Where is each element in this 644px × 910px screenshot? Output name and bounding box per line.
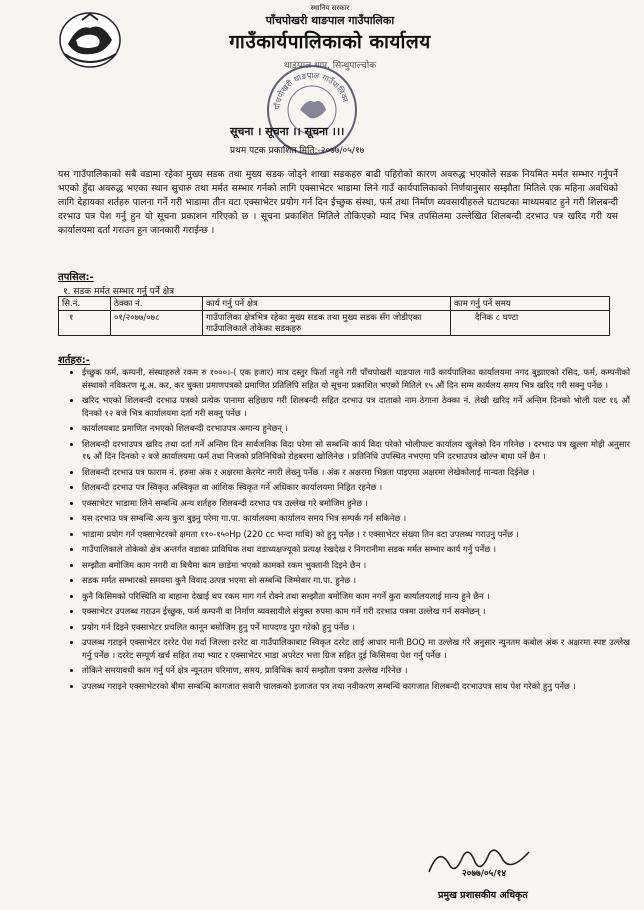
publication-date: प्रथम पटक प्रकाशित मिति:-२०७७/०५/१७ [230, 146, 365, 156]
work-table [58, 296, 610, 336]
list-item: • एक्साभेटर उपलब्ध गराउन ईच्छुक, फर्म कम्पनी वा निर्माण व्यवसायीले संयुक्त रुपमा काम गर्ने गरी दरभाउ पत्रमा उल्लेख गर्न सक्नेछन् । [82, 605, 630, 618]
header-serial: सि.नं. [59, 297, 111, 311]
intro-paragraph: यस गाउँपालिकाको सबै वडामा रहेका मुख्य सडक तथा मुख्य सडक जोड्ने शाखा सडकहरु बाढी पहिरोको कारण अवरुद्ध भएकोले सडक नियमित मर्मत सम्भार गर्नुपर्ने भएको हुँदा अवरुद्ध भएका स्थान सुचारु तथा मर्मत सम्भार गर्नको लागि एक्साभेटर भाडामा लिने गाउँ कार्यपालिकाको निर्णयानुसार सम्झौता मितिले एक महिना अवधिको लागि देहायका शर्तहरु पालना गर्ने गरी भाडामा तीन वटा एक्साभेटर प्रयोग गर्न दिन ईच्छुक संस्था, फर्म तथा निर्माण व्यवसायीहरुले घटाघटका माध्यमबाट हुने गरी शिलबन्दी दरभाउ पत्र पेश गर्नु हुन यो सूचना प्रकाशन गरिएको छ । सूचना प्रकाशित मितिले तोकिएको म्याद भित्र तपसिलमा उल्लेखित शिलबन्दी दरभाउ पत्र खरिद गरी यस कार्यालयमा दर्ता गराउन हुन जानकारी गराईन्छ । [58, 169, 618, 236]
municipality-name: पाँचपोखरी थाङपाल गाउँपालिका [265, 14, 395, 27]
cell-contract-no: ०१/२०७७/०७८ [111, 311, 203, 336]
conditions-heading: शर्तहरु:- [58, 355, 90, 366]
list-item: • कुनै किसिमको परिस्थिति वा बाहाना देखाई थप रकम माग गर्न रोक्ने तथा सम्झौता बमोजिम काम नगर्ने कुरा कार्यालयलाई मान्य हुने छैन । [82, 590, 630, 603]
cell-work-time: दैनिक ८ घण्टा [451, 311, 610, 336]
list-item: • सम्झौता बमोजिम काम नगरी वा बिचैमा काम छाडेमा भएको कामको रकम भुक्तानी दिइने छैन । [82, 559, 630, 572]
details-heading: तपसिल:- [58, 272, 94, 283]
list-item: • कार्यालयबाट प्रमाणित नभएको शिलबन्दी दरभाउपत्र अमान्य हुनेछन् । [82, 422, 630, 435]
table-header-row [59, 297, 610, 311]
list-item: • शिलबन्दी दरभाउपत्र खरिद तथा दर्ता गर्ने अन्तिम दिन सार्वजनिक विदा परेमा सो सम्बन्धि कार्य विदा परेको भोलीपल्ट कार्यालय खुलेको दिन गरिनेछ । दरभाउ पत्र खुल्ला मोही अनुसार १६ औं दिन दिनको २ बजे कार्यालयमा फर्म तथा निजको प्रतिनिधिको रोहबरमा खोलिनेछ । प्रतिनिधि उपस्थित नभएमा पनि दरभाउपत्र खोल्न बाधा पर्ने छैन । [82, 438, 630, 463]
list-item: • सडक मर्मत सम्भारको समयमा कुनै विवाद उत्पन्न भएमा सो सम्बन्धि जिम्मेवार गा.पा. हुनेछ । [82, 574, 630, 587]
table-row [59, 311, 610, 336]
nepal-emblem-icon [58, 10, 122, 70]
government-level: स्थानिय सरकार [310, 4, 350, 12]
list-item: • उपलब्ध गराइने एक्साभेटर दररेट पेश गर्दा जिल्ला दररेट वा गाउँपालिकाबाट स्विकृत दररेट लाई आधार मानी BOQ मा उल्लेख गरे अनुसार न्युनतम कबोल अंक र अक्षरमा स्पष्ट उल्लेख गर्नु पर्नेछ । दररेट सम्पूर्ण खर्च सहित तथा भ्याट र एक्साभेटर भाडा अपरेटर भत्ता ग्रिज सहित दुई किसिमवा पेश गर्नु पर्नेछ । [82, 636, 630, 661]
list-item: • ईच्छुक फर्म, कम्पनी, संस्थाहरुले रकम रु १०००।-( एक हजार) मात्र दस्तुर फिर्ता नहुने गरी पाँचपोखरी थाङपाल गाउँ कार्यपालिका कार्यालयमा नगद बुझाएको रसिद, फर्म, कम्पनीको संस्थाको नविकरण मू.अ. कर, कर चुक्ता प्रमाणपत्रको प्रमाणित प्रतिलिपि सहित यो सूचना प्रकाशित भएको मितिले १५ औं दिन सम्म कार्यलय समय भित्र खरिद गरी सक्नु पर्नेछ । [82, 366, 630, 391]
list-item: • शिलबन्दी दरभाउ पत्र फाराम नं. हरुमा अंक र अक्षरमा केरमेट नगरी लेख्नु पर्नेछ । अंक र अक्षरमा भिन्नता पाइएमा अक्षरमा लेखेकोलाई मान्यता दिईनेछ । [82, 466, 630, 479]
list-item: • यस दरभाउ पत्र सम्बन्धि अन्य कुरा बुझ्नु परेमा गा.पा. कार्यालयमा कार्यालय समय भित्र सम्पर्क गर्न सकिनेछ । [82, 512, 630, 525]
list-item: • खरिद भएको शिलबन्दी दरभाउ पत्रको प्रत्येक पानामा सहिछाप गरी शिलबन्दी सहित दरभाउ पत्र दाताको नाम ठेगाना ठेक्का नं. लेखी खरिद गर्ने अन्तिम दिनको भोली पल्ट १६ औं दिनको १२ बजे भित्र कार्यालयमा दर्ता गरी सक्नु पर्नेछ । [82, 394, 630, 419]
list-item: • तोकिने समयावधी काम गर्नु पर्ने क्षेत्र न्यूनतम परिमाण, समय, प्राविधिक कार्य सम्झौता पत्रमा उल्लेख गरिनेछ । [82, 664, 630, 677]
list-item: • एक्साभेटर भाडामा लिने सम्बन्धि अन्य शर्तहरु शिलबन्दी दरभाउ पत्र उल्लेख गरे बमोजिम हुनेछ । [82, 497, 630, 510]
header-work-time: काम गर्नु पर्ने समय [451, 297, 610, 311]
list-item: • भाडामा प्रयोग गर्ने एक्साभेटरको क्षमता ११०-१५०Hp (220 cc भन्दा माथि) को हुनु पर्नेछ । र एक्साभेटर संख्या तिन वटा उपलब्ध गराउनु पर्नेछ । [82, 528, 630, 541]
office-title: गाउँकार्यपालिकाको कार्यालय [229, 31, 431, 53]
list-item: • उपलब्ध गराइने एक्साभेटरको बीमा सम्बन्धि कागजात सवारी चालकको इजाजत पत्र तथा नवीकरण सम्बन्धि कागजात शिलबन्दी दरभाउपत्र साथ पेश गरेको हुनु पर्नेछ । [82, 680, 630, 693]
list-item: • गाउँपालिकाले तोकेको क्षेत्र अन्तर्गत वडाका प्राविधिक तथा वडाध्यक्षज्यूको प्रत्यक्ष रेखदेख र निगरानीमा सडक मर्मत सम्भार कार्य गर्नु पर्नेछ । [82, 543, 630, 556]
cell-work-area: गाउँपालिका क्षेत्रभित्र रहेका मुख्य सडक तथा मुख्य सडक सँग जोडीएका गाउँपालिकाले तोकेका सडकहरु [203, 311, 451, 336]
list-item: • शिलबन्दी दरभाउ पत्र स्विकृत अस्विकृत वा आंशिक स्विकृत गर्ने अधिकार कार्यालयमा निहित रहनेछ । [82, 481, 630, 494]
header-contract-no: ठेक्का नं. [111, 297, 203, 311]
header-work-area: कार्य गर्नु पर्ने क्षेत्र [203, 297, 451, 311]
table-caption: १. सडक मर्मत सम्भार गर्नु पर्ने क्षेत्र [63, 287, 175, 297]
signature-date: २०७७/०५/१४ [462, 869, 507, 879]
office-address: थाङपाल धाप, सिन्धुपाल्चोक [283, 61, 377, 71]
list-item: • प्रयोग गर्न दिइने एक्साभेटर प्रचलित कानून बमोजिम हुनु पर्ने मापदण्ड पुरा गरेको हुनु पर्नेछ । [82, 621, 630, 634]
cell-serial: १ [59, 311, 111, 336]
conditions-list [68, 366, 630, 695]
notice-heading: सूचना । सूचना ।। सूचना ।।। [230, 125, 345, 138]
seal-text: पाँचपोखरी थाङपाल गाउँपालिका [272, 70, 350, 111]
officer-title: प्रमुख प्रशासकीय अधिकृत [438, 890, 528, 901]
